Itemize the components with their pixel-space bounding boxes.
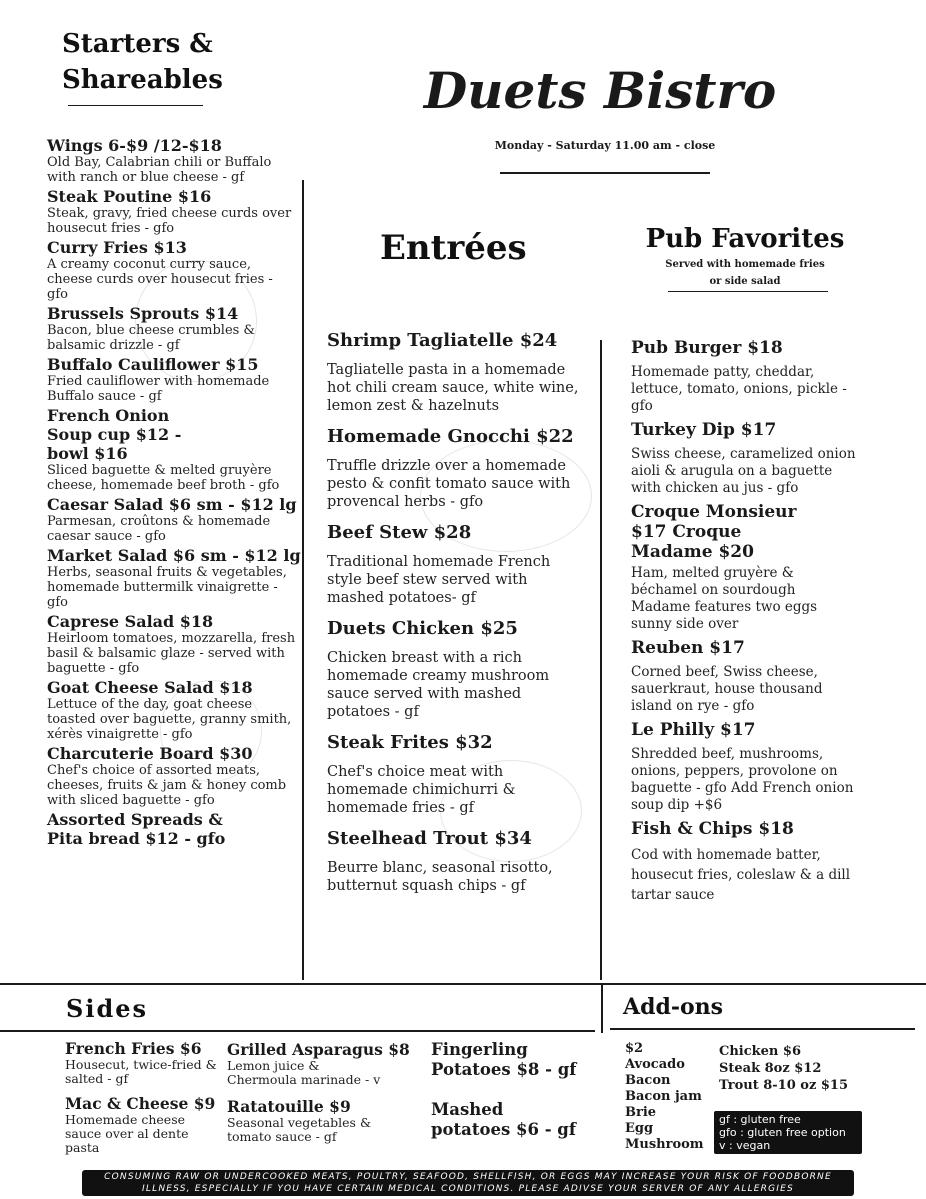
list-item xyxy=(631,502,856,633)
item-desc: Heirloom tomatoes, mozzarella, fresh basil & balsamic glaze - served with baguette - gfo xyxy=(47,631,296,676)
list-item xyxy=(47,238,297,302)
item-desc: Seasonal vegetables & tomato sauce - gf xyxy=(227,1115,372,1144)
addon-item: Bacon xyxy=(625,1073,671,1088)
list-item xyxy=(227,1040,427,1087)
divider-sides-addons xyxy=(601,985,603,1033)
addons-title: Add-ons xyxy=(623,994,724,1020)
item-desc: Sliced baguette & melted gruyère cheese, homemade beef broth - gfo xyxy=(47,463,280,493)
disclaimer-line1: CONSUMING RAW OR UNDERCOOKED MEATS, POULTRY, SEAFOOD, SHELLFISH, OR EGGS MAY INCREASE YOUR RISK OF FOODBORNE xyxy=(104,1172,832,1182)
sides-rule xyxy=(0,1030,595,1032)
list-item xyxy=(327,732,585,817)
list-item xyxy=(227,1097,427,1144)
addon-item: Trout 8-10 oz $15 xyxy=(719,1078,849,1093)
list-item xyxy=(327,522,585,607)
list-item xyxy=(631,638,856,715)
item-desc: Homemade patty, cheddar, lettuce, tomato, onions, pickle - gfo xyxy=(631,364,847,414)
addon-item: Steak 8oz $12 xyxy=(719,1061,822,1076)
item-name: Fish & Chips $18 xyxy=(631,819,794,839)
item-name: Assorted Spreads & Pita bread $12 - gfo xyxy=(47,810,226,848)
entrees-list xyxy=(327,330,585,895)
pub-subtitle xyxy=(640,256,850,290)
list-item xyxy=(47,187,297,236)
item-desc: Fried cauliflower with homemade Buffalo sauce - gf xyxy=(47,374,270,404)
pub-title-rule xyxy=(668,291,828,292)
item-desc: A creamy coconut curry sauce, cheese curds over housecut fries - gfo xyxy=(47,257,273,302)
item-name: Curry Fries $13 xyxy=(47,238,187,257)
addons-rule xyxy=(610,1028,915,1030)
legend-item: v : vegan xyxy=(719,1139,771,1152)
list-item xyxy=(65,1039,220,1086)
pub-subtitle-line2: or side salad xyxy=(709,276,781,287)
sides-title: Sides xyxy=(66,994,149,1023)
item-desc: Truffle drizzle over a homemade pesto & confit tomato sauce with provencal herbs - gfo xyxy=(327,458,571,510)
item-name: Steak Frites $32 xyxy=(327,732,493,753)
pub-subtitle-line1: Served with homemade fries xyxy=(665,259,825,270)
list-item xyxy=(631,819,856,905)
item-desc: Bacon, blue cheese crumbles & balsamic drizzle - gf xyxy=(47,323,256,353)
brand-rule xyxy=(500,172,710,174)
list-item xyxy=(47,810,297,848)
legend-item: gf : gluten free xyxy=(719,1113,801,1126)
item-desc: Ham, melted gruyère & béchamel on sourdough Madame features two eggs sunny side over xyxy=(631,565,818,632)
addon-item: Brie xyxy=(625,1105,657,1120)
list-item xyxy=(47,546,301,610)
pub-title: Pub Favorites xyxy=(645,224,845,254)
dietary-legend xyxy=(714,1111,862,1154)
addon-item: $2 xyxy=(625,1041,644,1056)
list-item xyxy=(47,355,297,404)
item-name: Ratatouille $9 xyxy=(227,1097,351,1116)
list-item xyxy=(327,426,585,511)
list-item xyxy=(47,744,297,808)
brand-hours: Monday - Saturday 11.00 am - close xyxy=(494,139,716,152)
pub-list xyxy=(631,338,856,905)
item-desc: Homemade cheese sauce over al dente pasta xyxy=(65,1112,189,1155)
addons-col-1 xyxy=(625,1041,715,1153)
entrees-title: Entrées xyxy=(380,228,527,268)
item-name: Grilled Asparagus $8 xyxy=(227,1040,410,1059)
item-name: Mashed potatoes $6 - gf xyxy=(431,1100,576,1139)
item-name: Homemade Gnocchi $22 xyxy=(327,426,574,447)
item-name: Beef Stew $28 xyxy=(327,522,472,543)
item-name: Mac & Cheese $9 xyxy=(65,1094,216,1113)
item-desc: Steak, gravy, fried cheese curds over housecut fries - gfo xyxy=(47,206,292,236)
list-item xyxy=(47,495,297,544)
starters-title-line2: Shareables xyxy=(62,65,223,95)
item-desc: Lemon juice & Chermoula marinade - v xyxy=(227,1058,381,1087)
list-item xyxy=(47,304,297,353)
item-name: Brussels Sprouts $14 xyxy=(47,304,239,323)
disclaimer-line2: ILLNESS, ESPECIALLY IF YOU HAVE CERTAIN MEDICAL CONDITIONS. PLEASE ADIVSE YOUR SERVER OF ANY ALLERGIES xyxy=(142,1184,794,1194)
item-desc: Tagliatelle pasta in a homemade hot chili cream sauce, white wine, lemon zest & hazelnuts xyxy=(327,362,579,414)
item-name: Market Salad $6 sm - $12 lg xyxy=(47,546,301,565)
item-desc: Parmesan, croûtons & homemade caesar sauce - gfo xyxy=(47,514,271,544)
item-desc: Old Bay, Calabrian chili or Buffalo with ranch or blue cheese - gf xyxy=(47,155,272,185)
list-item xyxy=(631,720,856,814)
item-name: Croque Monsieur $17 Croque Madame $20 xyxy=(631,502,797,562)
list-item xyxy=(65,1094,220,1155)
sides-top-rule xyxy=(0,983,926,985)
item-desc: Swiss cheese, caramelized onion aioli & arugula on a baguette with chicken au jus - gfo xyxy=(631,446,856,496)
list-item xyxy=(327,618,585,721)
item-name: Le Philly $17 xyxy=(631,720,756,740)
item-desc: Beurre blanc, seasonal risotto, butternut squash chips - gf xyxy=(327,860,553,894)
item-name: Steelhead Trout $34 xyxy=(327,828,532,849)
item-name: Steak Poutine $16 xyxy=(47,187,212,206)
item-name: French Onion Soup cup $12 - bowl $16 xyxy=(47,406,182,463)
starters-title-rule xyxy=(68,105,203,106)
list-item xyxy=(327,330,585,415)
item-name: Charcuterie Board $30 xyxy=(47,744,253,763)
addon-item: Egg xyxy=(625,1121,654,1136)
item-desc: Chicken breast with a rich homemade creamy mushroom sauce served with mashed potatoes - gf xyxy=(327,650,550,720)
list-item xyxy=(431,1040,581,1080)
item-desc: Housecut, twice-fried & salted - gf xyxy=(65,1057,217,1086)
list-item xyxy=(47,678,297,742)
starters-list xyxy=(47,136,301,848)
item-desc: Chef's choice of assorted meats, cheeses, fruits & jam & honey comb with sliced baguette - gfo xyxy=(47,763,287,808)
list-item xyxy=(327,828,585,895)
sides-col-1 xyxy=(65,1039,220,1155)
addon-item: Chicken $6 xyxy=(719,1044,801,1059)
list-item xyxy=(47,136,297,185)
divider-starters-entrees xyxy=(302,180,304,980)
list-item xyxy=(431,1100,581,1140)
item-name: Fingerling Potatoes $8 - gf xyxy=(431,1040,577,1079)
item-desc: Shredded beef, mushrooms, onions, peppers, provolone on baguette - gfo Add French onion soup dip +$6 xyxy=(631,746,854,813)
addon-item: Bacon jam xyxy=(625,1089,702,1104)
starters-title-line1: Starters & xyxy=(62,29,213,59)
item-desc: Cod with homemade batter, housecut fries, coleslaw & a dill tartar sauce xyxy=(631,847,851,903)
addon-item: Mushroom xyxy=(625,1137,704,1152)
item-desc: Lettuce of the day, goat cheese toasted over baguette, granny smith, xérès vinaigrette - gfo xyxy=(47,697,292,742)
item-name: Pub Burger $18 xyxy=(631,338,783,358)
legend-item: gfo : gluten free option xyxy=(719,1126,846,1139)
sides-col-2 xyxy=(227,1040,427,1144)
item-name: Wings 6-$9 /12-$18 xyxy=(47,136,222,155)
list-item xyxy=(47,612,297,676)
item-desc: Chef's choice meat with homemade chimichurri & homemade fries - gf xyxy=(327,764,516,816)
addons-col-2 xyxy=(719,1043,909,1094)
item-name: Reuben $17 xyxy=(631,638,745,658)
list-item xyxy=(47,406,297,493)
allergy-disclaimer xyxy=(82,1170,854,1196)
item-desc: Herbs, seasonal fruits & vegetables, homemade buttermilk vinaigrette - gfo xyxy=(47,565,287,610)
item-name: Buffalo Cauliflower $15 xyxy=(47,355,259,374)
item-name: Goat Cheese Salad $18 xyxy=(47,678,253,697)
item-name: Turkey Dip $17 xyxy=(631,420,777,440)
item-name: Caprese Salad $18 xyxy=(47,612,214,631)
item-desc: Corned beef, Swiss cheese, sauerkraut, house thousand island on rye - gfo xyxy=(631,664,823,714)
item-name: Caesar Salad $6 sm - $12 lg xyxy=(47,495,297,514)
item-name: French Fries $6 xyxy=(65,1039,202,1058)
list-item xyxy=(631,420,856,497)
item-name: Duets Chicken $25 xyxy=(327,618,518,639)
addon-item: Avocado xyxy=(625,1057,685,1072)
starters-title xyxy=(62,26,223,98)
item-desc: Traditional homemade French style beef stew served with mashed potatoes- gf xyxy=(327,554,551,606)
divider-entrees-pub xyxy=(600,340,602,980)
brand-name: Duets Bistro xyxy=(423,61,777,120)
sides-col-3 xyxy=(431,1040,581,1140)
list-item xyxy=(631,338,856,415)
item-name: Shrimp Tagliatelle $24 xyxy=(327,330,558,351)
